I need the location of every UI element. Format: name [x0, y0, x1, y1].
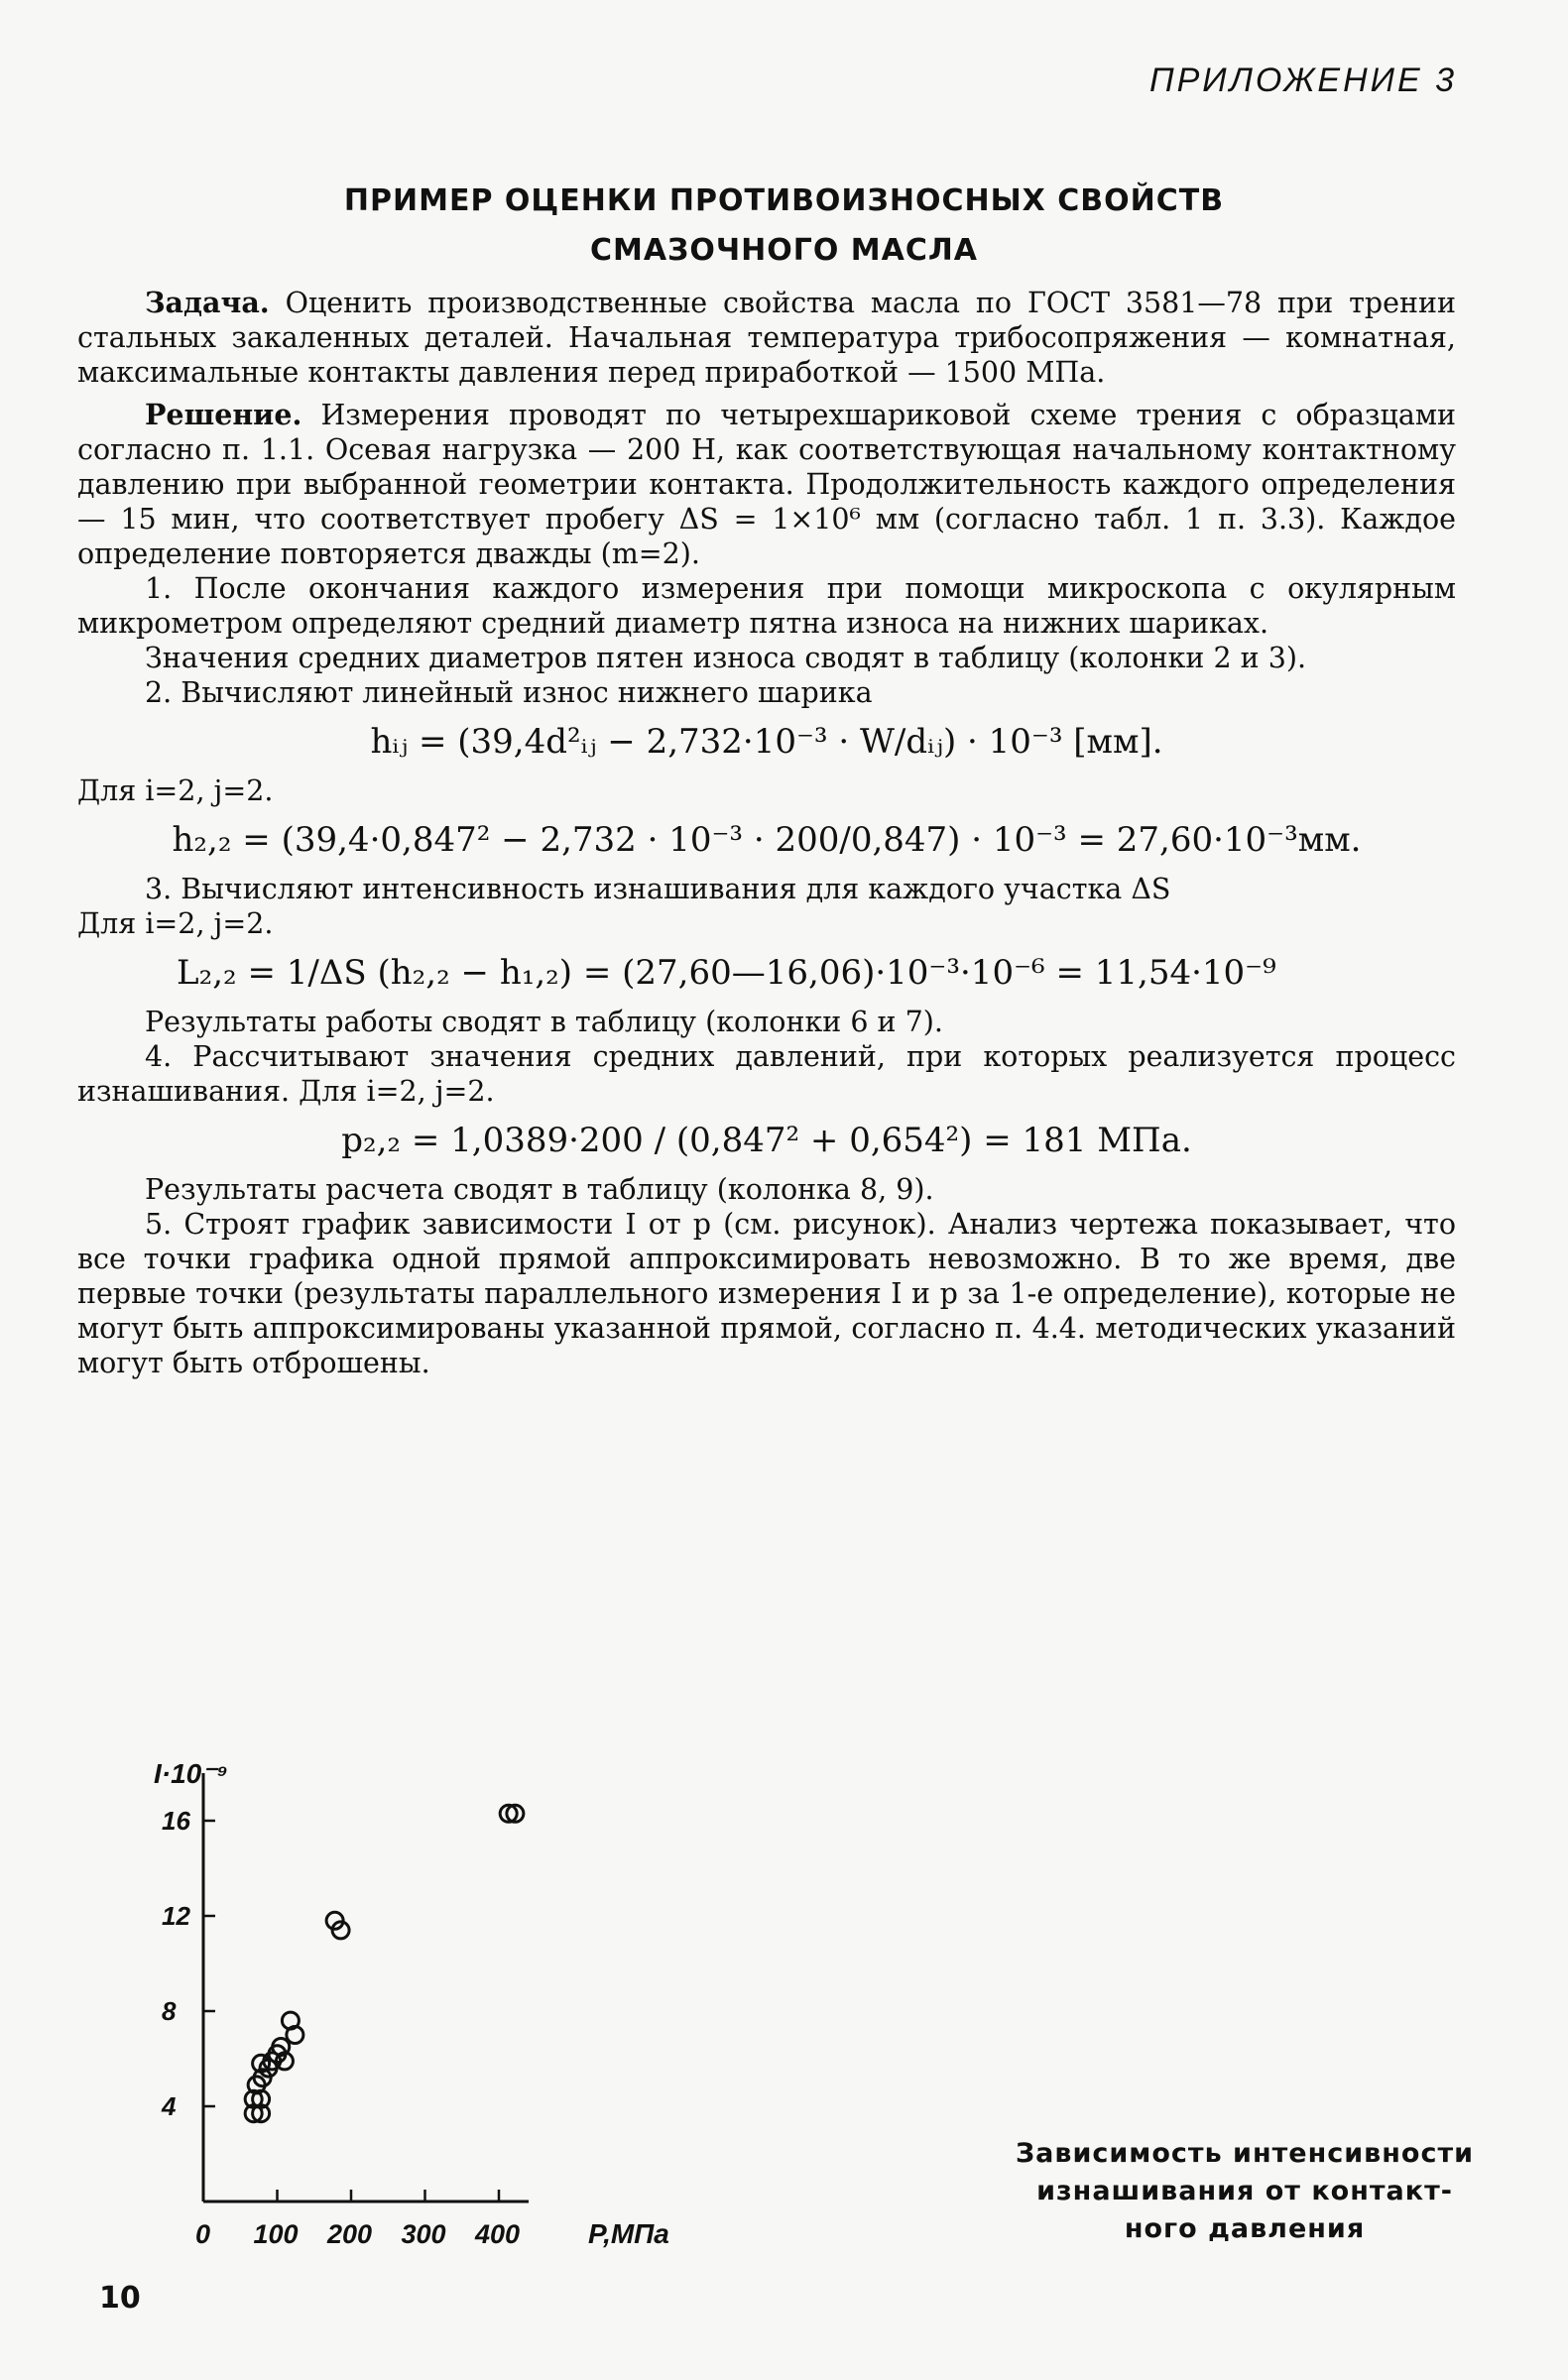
body-text	[77, 286, 1456, 1380]
wear-intensity-chart	[60, 1646, 1031, 2281]
x-axis-label: P,МПа	[588, 2218, 669, 2249]
step-4: 4. Рассчитывают значения средних давлений, при которых реализуется процесс изнашивания. Для i=2, j=2.	[77, 1040, 1456, 1108]
page-number: 10	[99, 2281, 141, 2316]
step-1: 1. После окончания каждого измерения при помощи микроскопа с окулярным микрометром определяют средний диаметр пятна износа на нижних шариках.	[77, 572, 1456, 640]
x-tick-label: 0	[195, 2219, 211, 2249]
page-title	[0, 177, 1568, 276]
task-label: Задача.	[145, 286, 270, 319]
title-line-2: СМАЗОЧНОГО МАСЛА	[589, 233, 979, 268]
title-line-1: ПРИМЕР ОЦЕНКИ ПРОТИВОИЗНОСНЫХ СВОЙСТВ	[343, 183, 1225, 218]
y-axis-label: I·10⁻⁹	[154, 1758, 228, 1789]
figure-caption	[1002, 2135, 1488, 2248]
y-tick-label: 16	[162, 1806, 190, 1836]
x-tick-label: 300	[401, 2219, 446, 2249]
formula-pressure: p₂,₂ = 1,0389·200 / (0,847² + 0,654²) = 181 МПа.	[341, 1121, 1192, 1160]
formula-intensity: L₂,₂ = 1/ΔS (h₂,₂ − h₁,₂) = (27,60—16,06)·10⁻³·10⁻⁶ = 11,54·10⁻⁹	[177, 953, 1276, 993]
formula-linear-wear: hᵢⱼ = (39,4d²ᵢⱼ − 2,732·10⁻³ · W/dᵢⱼ) · 10⁻³ [мм].	[370, 722, 1163, 762]
y-tick-label: 12	[162, 1901, 190, 1931]
task-text: Оценить производственные свойства масла по ГОСТ 3581—78 при трении стальных закаленных деталей. Начальная температура трибосопряжения — комнатная, максимальные контакты давления перед приработкой — 1500 МПа.	[77, 287, 1456, 389]
step-3: 3. Вычисляют интенсивность изнашивания для каждого участка ΔS	[145, 873, 1171, 905]
y-tick-label: 8	[162, 1996, 177, 2026]
step-1-note: Значения средних диаметров пятен износа сводят в таблицу (колонки 2 и 3).	[145, 642, 1307, 674]
task-paragraph	[77, 286, 1456, 390]
appendix-label: ПРИЛОЖЕНИЕ 3	[1148, 61, 1457, 99]
x-tick-label: 400	[475, 2219, 521, 2249]
solution-text: Измерения проводят по четырехшариковой схеме трения с образцами согласно п. 1.1. Осевая нагрузка — 200 Н, как соответствующая начальному контактному давлению при выбранной геометрии контакта. Продолжительность каждого определения — 15 мин, что соответствует пробегу ΔS = 1×10⁶ мм (согласно табл. 1 п. 3.3). Каждое определение повторяется дважды (m=2).	[77, 399, 1456, 570]
results-note-2: Результаты расчета сводят в таблицу (колонка 8, 9).	[145, 1173, 934, 1206]
formula-wear-example: h₂,₂ = (39,4·0,847² − 2,732 · 10⁻³ · 200/0,847) · 10⁻³ = 27,60·10⁻³мм.	[172, 820, 1362, 860]
caption-line-3: ного давления	[1124, 2213, 1366, 2244]
step-5: 5. Строят график зависимости I от p (см. рисунок). Анализ чертежа показывает, что все точки графика одной прямой аппроксимировать невозможно. В то же время, две первые точки (результаты параллельного измерения I и p за 1-е определение), которые не могут быть аппроксимированы указанной прямой, согласно п. 4.4. методических указаний могут быть отброшены.	[77, 1208, 1456, 1379]
step-2: 2. Вычисляют линейный износ нижнего шарика	[145, 676, 873, 709]
caption-line-2: изнашивания от контакт-	[1036, 2176, 1453, 2206]
solution-label: Решение.	[145, 398, 302, 431]
for-indices-1: Для i=2, j=2.	[77, 774, 274, 807]
x-tick-label: 200	[327, 2219, 373, 2249]
x-tick-label: 100	[253, 2219, 299, 2249]
results-note-1: Результаты работы сводят в таблицу (колонки 6 и 7).	[145, 1006, 943, 1038]
caption-line-1: Зависимость интенсивности	[1015, 2138, 1475, 2169]
solution-paragraph	[77, 398, 1456, 571]
y-tick-label: 4	[162, 2091, 177, 2121]
for-indices-2: Для i=2, j=2.	[77, 907, 274, 940]
